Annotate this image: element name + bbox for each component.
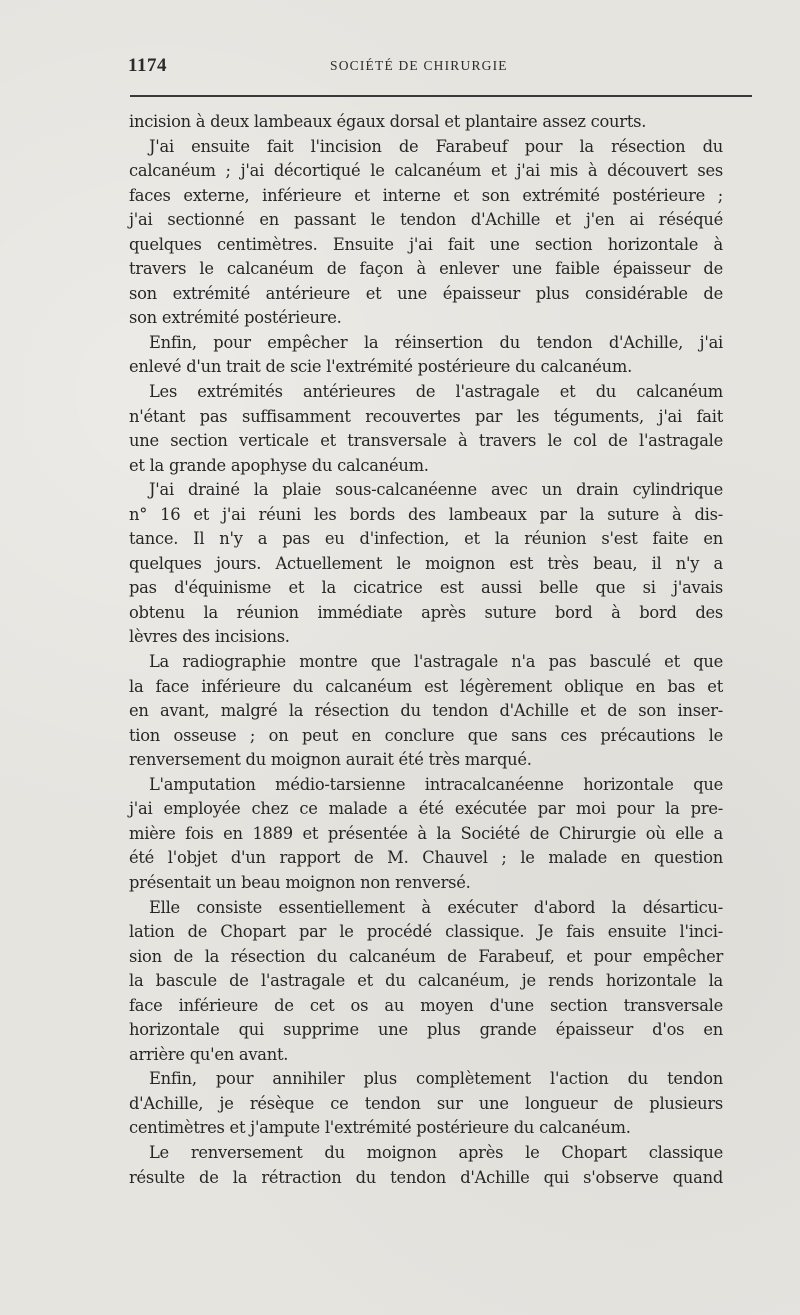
paragraph [129, 1141, 723, 1190]
text-line: n° 16 et j'ai réuni les bords des lambeaux par la suture à dis- [129, 504, 723, 524]
text-line: obtenu la réunion immédiate après suture bord à bord des [129, 602, 723, 622]
text-line: quelques centimètres. Ensuite j'ai fait une section horizontale à [129, 234, 723, 254]
paragraph [129, 135, 723, 331]
text-line: centimètres et j'ampute l'extrémité postérieure du calcanéum. [129, 1118, 631, 1138]
text-line: faces externe, inférieure et interne et son extrémité postérieure ; [129, 185, 723, 205]
text-line: sion de la résection du calcanéum de Farabeuf, et pour empêcher [129, 946, 723, 966]
text-line: j'ai sectionné en passant le tendon d'Achille et j'en ai réséqué [129, 210, 723, 230]
body-text [129, 110, 723, 1190]
text-line: en avant, malgré la résection du tendon d'Achille et de son inser- [129, 701, 723, 721]
text-line: j'ai employée chez ce malade a été exécutée par moi pour la pre- [129, 799, 723, 819]
text-line: Enfin, pour empêcher la réinsertion du tendon d'Achille, j'ai [149, 332, 723, 352]
text-line: été l'objet d'un rapport de M. Chauvel ; le malade en question [129, 848, 723, 868]
text-line: la bascule de l'astragale et du calcanéum, je rends horizontale la [129, 971, 723, 991]
text-line: La radiographie montre que l'astragale n'a pas basculé et que [149, 652, 723, 672]
paragraph [129, 650, 723, 773]
text-line: L'amputation médio-tarsienne intracalcanéenne horizontale que [149, 774, 723, 794]
text-line: J'ai drainé la plaie sous-calcanéenne avec un drain cylindrique [149, 480, 723, 500]
text-line: Le renversement du moignon après le Chopart classique [149, 1142, 723, 1162]
text-line: son extrémité antérieure et une épaisseur plus considérable de [129, 283, 723, 303]
paragraph [129, 478, 723, 650]
text-line: résulte de la rétraction du tendon d'Achille qui s'observe quand [129, 1167, 723, 1187]
text-line: son extrémité postérieure. [129, 308, 342, 328]
text-line: quelques jours. Actuellement le moignon est très beau, il n'y a [129, 553, 723, 573]
text-line: et la grande apophyse du calcanéum. [129, 455, 429, 475]
paragraph [129, 380, 723, 478]
text-line: Enfin, pour annihiler plus complètement l'action du tendon [149, 1069, 723, 1089]
text-line: mière fois en 1889 et présentée à la Société de Chirurgie où elle a [129, 823, 723, 843]
text-line: arrière qu'en avant. [129, 1044, 289, 1064]
text-line: lation de Chopart par le procédé classique. Je fais ensuite l'inci- [129, 922, 723, 942]
paragraph [129, 773, 723, 896]
paragraph [129, 110, 723, 135]
header-divider [130, 95, 752, 97]
text-line: Elle consiste essentiellement à exécuter d'abord la désarticu- [149, 897, 723, 917]
text-line: horizontale qui supprime une plus grande épaisseur d'os en [129, 1020, 723, 1040]
text-line: enlevé d'un trait de scie l'extrémité postérieure du calcanéum. [129, 357, 633, 377]
text-line: tion osseuse ; on peut en conclure que sans ces précautions le [129, 725, 723, 745]
page-number: 1174 [128, 55, 167, 76]
paragraph [129, 1067, 723, 1141]
paragraph [129, 331, 723, 380]
text-line: J'ai ensuite fait l'incision de Farabeuf pour la résection du [149, 136, 723, 156]
paragraph [129, 896, 723, 1068]
text-line: une section verticale et transversale à travers le col de l'astragale [129, 431, 723, 451]
text-line: face inférieure de cet os au moyen d'une section transversale [129, 995, 723, 1015]
text-line: pas d'équinisme et la cicatrice est aussi belle que si j'avais [129, 578, 723, 598]
text-line: présentait un beau moignon non renversé. [129, 872, 471, 892]
text-line: la face inférieure du calcanéum est légèrement oblique en bas et [129, 676, 723, 696]
text-line: Les extrémités antérieures de l'astragale et du calcanéum [149, 382, 723, 402]
text-line: tance. Il n'y a pas eu d'infection, et la réunion s'est faite en [129, 529, 723, 549]
text-line: lèvres des incisions. [129, 627, 290, 647]
text-line: d'Achille, je résèque ce tendon sur une longueur de plusieurs [129, 1093, 723, 1113]
text-line: calcanéum ; j'ai décortiqué le calcanéum et j'ai mis à découvert ses [129, 161, 723, 181]
text-line: n'étant pas suffisamment recouvertes par les téguments, j'ai fait [129, 406, 723, 426]
text-line: incision à deux lambeaux égaux dorsal et plantaire assez courts. [129, 112, 647, 131]
text-line: renversement du moignon aurait été très marqué. [129, 750, 532, 770]
text-line: travers le calcanéum de façon à enlever une faible épaisseur de [129, 259, 723, 279]
running-title: SOCIÉTÉ DE CHIRURGIE [330, 58, 508, 73]
page-header [128, 55, 753, 85]
